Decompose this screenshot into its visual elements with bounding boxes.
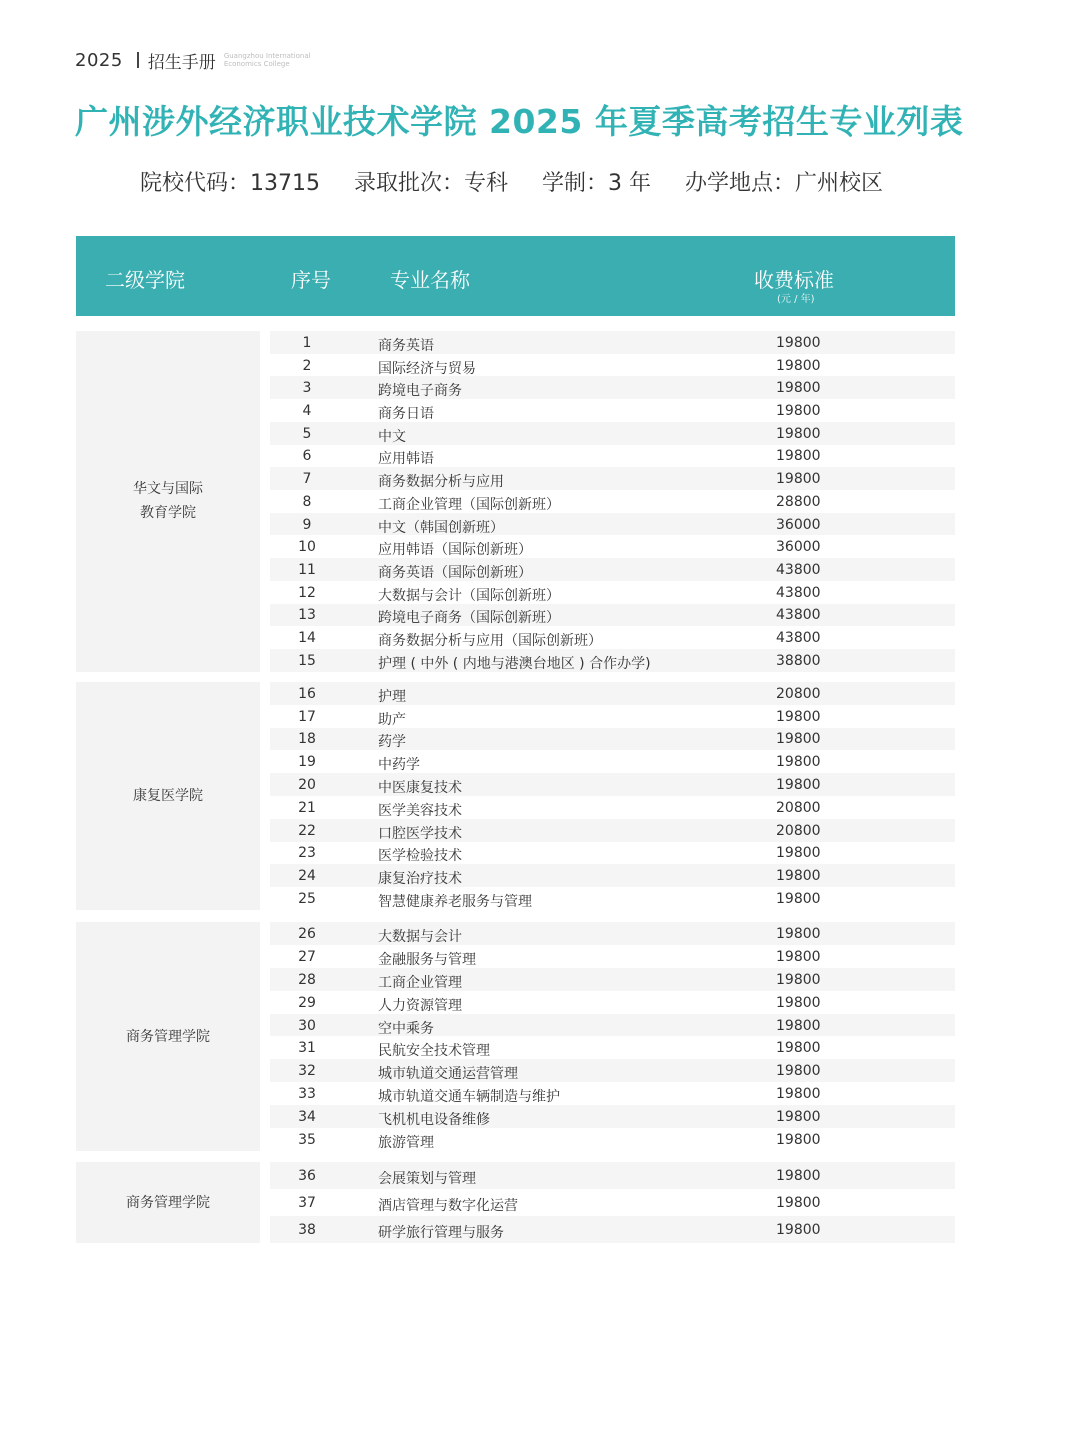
row-fee: 43800: [776, 630, 821, 647]
table-row: [270, 991, 955, 1014]
row-major: 药学: [378, 734, 406, 751]
row-major: 商务数据分析与应用: [378, 474, 504, 491]
row-fee: 19800: [776, 708, 821, 725]
college-name-line: 康复医学院: [133, 788, 203, 804]
row-major: 研学旅行管理与服务: [378, 1225, 504, 1241]
header-number: 序号: [291, 268, 331, 292]
campus-location: 办学地点：广州校区: [685, 171, 884, 196]
row-major: 商务英语（国际创新班）: [378, 565, 532, 582]
table-row: [270, 819, 955, 842]
row-major: 助产: [378, 711, 406, 728]
row-number: 37: [298, 1195, 316, 1211]
table-row: [270, 558, 955, 581]
study-duration: 学制：3 年: [542, 171, 652, 196]
header-handbook: 招生手册: [147, 52, 216, 73]
row-fee: 20800: [776, 685, 821, 702]
row-fee: 19800: [776, 891, 821, 908]
row-fee: 36000: [776, 516, 821, 533]
row-major: 口腔医学技术: [378, 825, 462, 842]
college-english-line-2: Economics College: [223, 60, 290, 68]
row-fee: 19800: [776, 971, 821, 988]
row-fee: 19800: [776, 334, 821, 351]
row-number: 22: [298, 822, 316, 839]
header-fee-unit: (元 / 年): [777, 294, 815, 305]
row-number: 13: [298, 607, 316, 624]
table-row: [270, 945, 955, 968]
row-number: 20: [298, 777, 316, 794]
table-row: [270, 750, 955, 773]
college-cell: [76, 1162, 260, 1243]
row-fee: 19800: [776, 1086, 821, 1103]
major-rows: [270, 1162, 955, 1243]
table-row: [270, 490, 955, 513]
table-row: [270, 922, 955, 945]
row-fee: 19800: [776, 1040, 821, 1057]
row-number: 32: [298, 1063, 316, 1080]
college-cell: [76, 331, 260, 672]
row-fee: 19800: [776, 868, 821, 885]
row-fee: 19800: [776, 777, 821, 794]
row-number: 15: [298, 652, 316, 669]
row-fee: 19800: [776, 448, 821, 465]
row-major: 大数据与会计（国际创新班）: [378, 587, 560, 604]
table-row: [270, 705, 955, 728]
table-row: [270, 535, 955, 558]
row-number: 1: [302, 334, 312, 351]
row-number: 17: [298, 708, 316, 725]
row-number: 23: [298, 845, 316, 862]
row-fee: 19800: [776, 845, 821, 862]
row-number: 28: [298, 971, 316, 988]
row-number: 3: [302, 380, 312, 397]
row-number: 30: [298, 1017, 316, 1034]
row-fee: 19800: [776, 425, 821, 442]
row-number: 6: [302, 448, 312, 465]
row-fee: 19800: [776, 1195, 821, 1211]
row-fee: 19800: [776, 357, 821, 374]
table-row: [270, 445, 955, 468]
row-fee: 43800: [776, 607, 821, 624]
table-row: [270, 422, 955, 445]
row-major: 中药学: [378, 757, 420, 774]
row-number: 8: [302, 493, 312, 510]
row-fee: 19800: [776, 403, 821, 420]
row-major: 商务数据分析与应用（国际创新班）: [378, 633, 602, 650]
page-title: 广州涉外经济职业技术学院 2025 年夏季高考招生专业列表: [75, 102, 964, 141]
admission-batch: 录取批次：专科: [354, 171, 509, 196]
row-major: 医学美容技术: [378, 802, 462, 819]
row-number: 31: [298, 1040, 316, 1057]
row-number: 35: [298, 1131, 316, 1148]
table-row: [270, 331, 955, 354]
row-major: 国际经济与贸易: [378, 360, 476, 377]
row-major: 飞机机电设备维修: [378, 1112, 490, 1129]
row-number: 19: [298, 754, 316, 771]
row-major: 跨境电子商务（国际创新班）: [378, 610, 560, 627]
row-major: 护理 ( 中外 ( 内地与港澳台地区 ) 合作办学): [378, 655, 651, 672]
header-divider: [137, 52, 139, 68]
running-header: [75, 48, 311, 72]
table-row: [270, 1082, 955, 1105]
school-info: [140, 166, 917, 197]
row-fee: 19800: [776, 380, 821, 397]
header-fee: 收费标准: [754, 268, 834, 292]
college-english-name: [224, 52, 311, 68]
header-major: 专业名称: [390, 268, 470, 292]
row-number: 26: [298, 925, 316, 942]
row-fee: 19800: [776, 754, 821, 771]
row-major: 民航安全技术管理: [378, 1043, 490, 1060]
school-code: 院校代码：13715: [140, 171, 320, 196]
table-row: [270, 1128, 955, 1151]
row-number: 29: [298, 994, 316, 1011]
row-major: 应用韩语: [378, 451, 434, 468]
table-row: [270, 513, 955, 536]
row-major: 工商企业管理: [378, 974, 462, 991]
row-major: 护理: [378, 688, 406, 705]
row-fee: 19800: [776, 1063, 821, 1080]
table-row: [270, 864, 955, 887]
table-row: [270, 773, 955, 796]
row-major: 康复治疗技术: [378, 871, 462, 888]
row-major: 中文: [378, 428, 406, 445]
table-row: [270, 649, 955, 672]
college-cell: [76, 922, 260, 1151]
row-major: 医学检验技术: [378, 848, 462, 865]
major-rows: [270, 922, 955, 1151]
row-fee: 38800: [776, 652, 821, 669]
table-row: [270, 682, 955, 705]
table-row: [270, 376, 955, 399]
row-major: 城市轨道交通车辆制造与维护: [378, 1089, 560, 1106]
row-number: 14: [298, 630, 316, 647]
college-name-line: 商务管理学院: [126, 1028, 210, 1045]
row-major: 工商企业管理（国际创新班）: [378, 496, 560, 513]
table-row: [270, 1036, 955, 1059]
row-major: 商务日语: [378, 406, 434, 423]
row-fee: 20800: [776, 822, 821, 839]
table-row: [270, 1014, 955, 1037]
row-fee: 19800: [776, 925, 821, 942]
table-row: [270, 1162, 955, 1189]
table-row: [270, 1189, 955, 1216]
row-fee: 19800: [776, 1017, 821, 1034]
row-number: 36: [298, 1168, 316, 1184]
table-header: [76, 236, 955, 316]
college-name-line: 商务管理学院: [126, 1194, 210, 1211]
table-row: [270, 604, 955, 627]
row-fee: 19800: [776, 1109, 821, 1126]
row-major: 会展策划与管理: [378, 1171, 476, 1187]
table-row: [270, 399, 955, 422]
row-major: 中医康复技术: [378, 780, 462, 797]
row-major: 中文（韩国创新班）: [378, 519, 504, 536]
row-number: 10: [298, 539, 316, 556]
table-row: [270, 796, 955, 819]
row-number: 38: [298, 1222, 316, 1238]
row-major: 商务英语: [378, 337, 434, 354]
row-major: 金融服务与管理: [378, 951, 476, 968]
table-row: [270, 842, 955, 865]
table-row: [270, 581, 955, 604]
row-fee: 19800: [776, 731, 821, 748]
row-fee: 43800: [776, 584, 821, 601]
table-row: [270, 1216, 955, 1243]
table-row: [270, 1105, 955, 1128]
row-fee: 36000: [776, 539, 821, 556]
row-number: 9: [302, 516, 312, 533]
row-fee: 19800: [776, 994, 821, 1011]
row-fee: 19800: [776, 948, 821, 965]
table-row: [270, 887, 955, 910]
row-fee: 43800: [776, 562, 821, 579]
row-number: 16: [298, 685, 316, 702]
table-row: [270, 728, 955, 751]
header-college: 二级学院: [105, 268, 185, 292]
row-number: 2: [302, 357, 312, 374]
college-english-line-1: Guangzhou International: [223, 52, 311, 60]
row-fee: 28800: [776, 493, 821, 510]
row-number: 18: [298, 731, 316, 748]
table-row: [270, 968, 955, 991]
college-cell: [76, 682, 260, 910]
row-major: 人力资源管理: [378, 997, 462, 1014]
table-row: [270, 1059, 955, 1082]
row-number: 12: [298, 584, 316, 601]
row-major: 空中乘务: [378, 1020, 434, 1037]
row-major: 大数据与会计: [378, 928, 462, 945]
table-row: [270, 354, 955, 377]
row-number: 21: [298, 799, 316, 816]
table-row: [270, 626, 955, 649]
row-fee: 19800: [776, 1131, 821, 1148]
major-rows: [270, 682, 955, 910]
row-major: 旅游管理: [378, 1134, 434, 1151]
row-fee: 20800: [776, 799, 821, 816]
college-name-line: 教育学院: [140, 505, 196, 522]
row-number: 25: [298, 891, 316, 908]
row-major: 酒店管理与数字化运营: [378, 1198, 518, 1214]
header-year: 2025: [75, 49, 123, 71]
row-major: 应用韩语（国际创新班）: [378, 542, 532, 559]
row-major: 跨境电子商务: [378, 383, 462, 400]
row-fee: 19800: [776, 1222, 821, 1238]
college-name-line: 华文与国际: [133, 481, 203, 498]
row-number: 33: [298, 1086, 316, 1103]
row-number: 7: [302, 471, 312, 488]
row-number: 11: [298, 562, 316, 579]
row-number: 5: [302, 425, 312, 442]
row-number: 34: [298, 1109, 316, 1126]
major-rows: [270, 331, 955, 672]
row-number: 4: [302, 403, 312, 420]
row-number: 27: [298, 948, 316, 965]
row-major: 城市轨道交通运营管理: [378, 1066, 518, 1083]
row-fee: 19800: [776, 1168, 821, 1184]
row-number: 24: [298, 868, 316, 885]
row-fee: 19800: [776, 471, 821, 488]
row-major: 智慧健康养老服务与管理: [378, 894, 532, 911]
table-row: [270, 467, 955, 490]
